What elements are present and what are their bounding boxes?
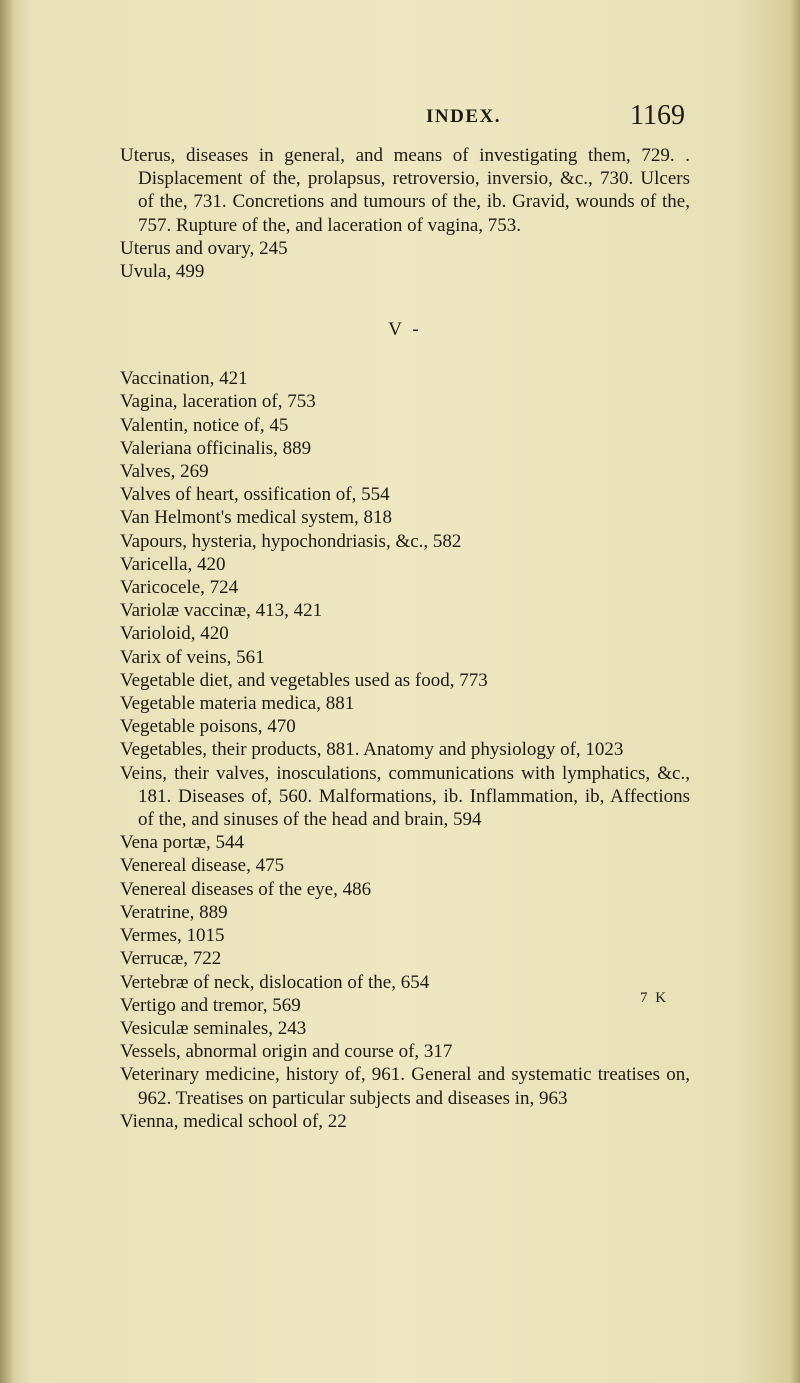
index-entry: Vessels, abnormal origin and course of, 317: [120, 1041, 453, 1063]
index-entry: Vienna, medical school of, 22: [120, 1110, 347, 1132]
index-entry: Varioloid, 420: [120, 623, 229, 645]
index-entry: Veins, their valves, inosculations, communications with lymphatics, &c., 181. Diseases of, 560. Malformations, ib. Inflammation, ib, Affections of the, and sinuses of the head and brain, 594: [120, 762, 690, 831]
index-entry: Varix of veins, 561: [120, 646, 265, 668]
index-entry: Vaccination, 421: [120, 368, 248, 390]
index-body: [120, 144, 690, 1133]
index-entry: Vegetable poisons, 470: [120, 716, 296, 738]
signature-mark: 7 K: [640, 990, 669, 1006]
index-entry: Variolæ vaccinæ, 413, 421: [120, 600, 323, 622]
index-entry: Uvula, 499: [120, 261, 205, 283]
running-title: INDEX.: [426, 106, 501, 127]
index-entry: Varicella, 420: [120, 553, 226, 575]
page-right-shadow: [790, 0, 800, 1383]
section-u: [120, 144, 690, 283]
index-entry: Venereal diseases of the eye, 486: [120, 878, 372, 900]
index-entry: Uterus, diseases in general, and means of investigating them, 729. . Displacement of the, prolapsus, retroversio, inversio, &c., 730. Ulcers of the, 731. Concretions and tumours of the, ib. Gravid, wounds of the, 757. Rupture of the, and laceration of vagina, 753.: [120, 145, 690, 236]
section-heading-v: V -: [388, 319, 422, 341]
index-entry: Veterinary medicine, history of, 961. General and systematic treatises on, 962. Treatises on particular subjects and diseases in, 963: [120, 1064, 690, 1109]
index-entry: Van Helmont's medical system, 818: [120, 507, 393, 529]
index-entry: Valentin, notice of, 45: [120, 414, 289, 436]
index-entry: Vegetable materia medica, 881: [120, 693, 355, 715]
index-entry: Vena portæ, 544: [120, 832, 245, 854]
index-entry: Valves, 269: [120, 461, 209, 483]
index-entry: Varicocele, 724: [120, 577, 239, 599]
index-entry: Venereal disease, 475: [120, 855, 285, 877]
index-entry: Vertebræ of neck, dislocation of the, 654: [120, 971, 430, 993]
section-v: [120, 367, 690, 1133]
index-entry: Uterus and ovary, 245: [120, 237, 288, 259]
page-left-shadow: [0, 0, 14, 1383]
page-number: 1169: [630, 100, 685, 131]
index-entry: Veratrine, 889: [120, 901, 228, 923]
index-entry: Vertigo and tremor, 569: [120, 994, 301, 1016]
index-entry: Verrucæ, 722: [120, 948, 222, 970]
index-entry: Vagina, laceration of, 753: [120, 391, 316, 413]
index-entry: Vapours, hysteria, hypochondriasis, &c., 582: [120, 530, 462, 552]
index-entry: Vesiculæ seminales, 243: [120, 1017, 307, 1039]
index-entry: Vegetable diet, and vegetables used as food, 773: [120, 669, 488, 691]
index-entry: Vegetables, their products, 881. Anatomy and physiology of, 1023: [120, 739, 624, 761]
index-entry: Valeriana officinalis, 889: [120, 437, 312, 459]
index-entry: Valves of heart, ossification of, 554: [120, 484, 390, 506]
index-entry: Vermes, 1015: [120, 925, 225, 947]
